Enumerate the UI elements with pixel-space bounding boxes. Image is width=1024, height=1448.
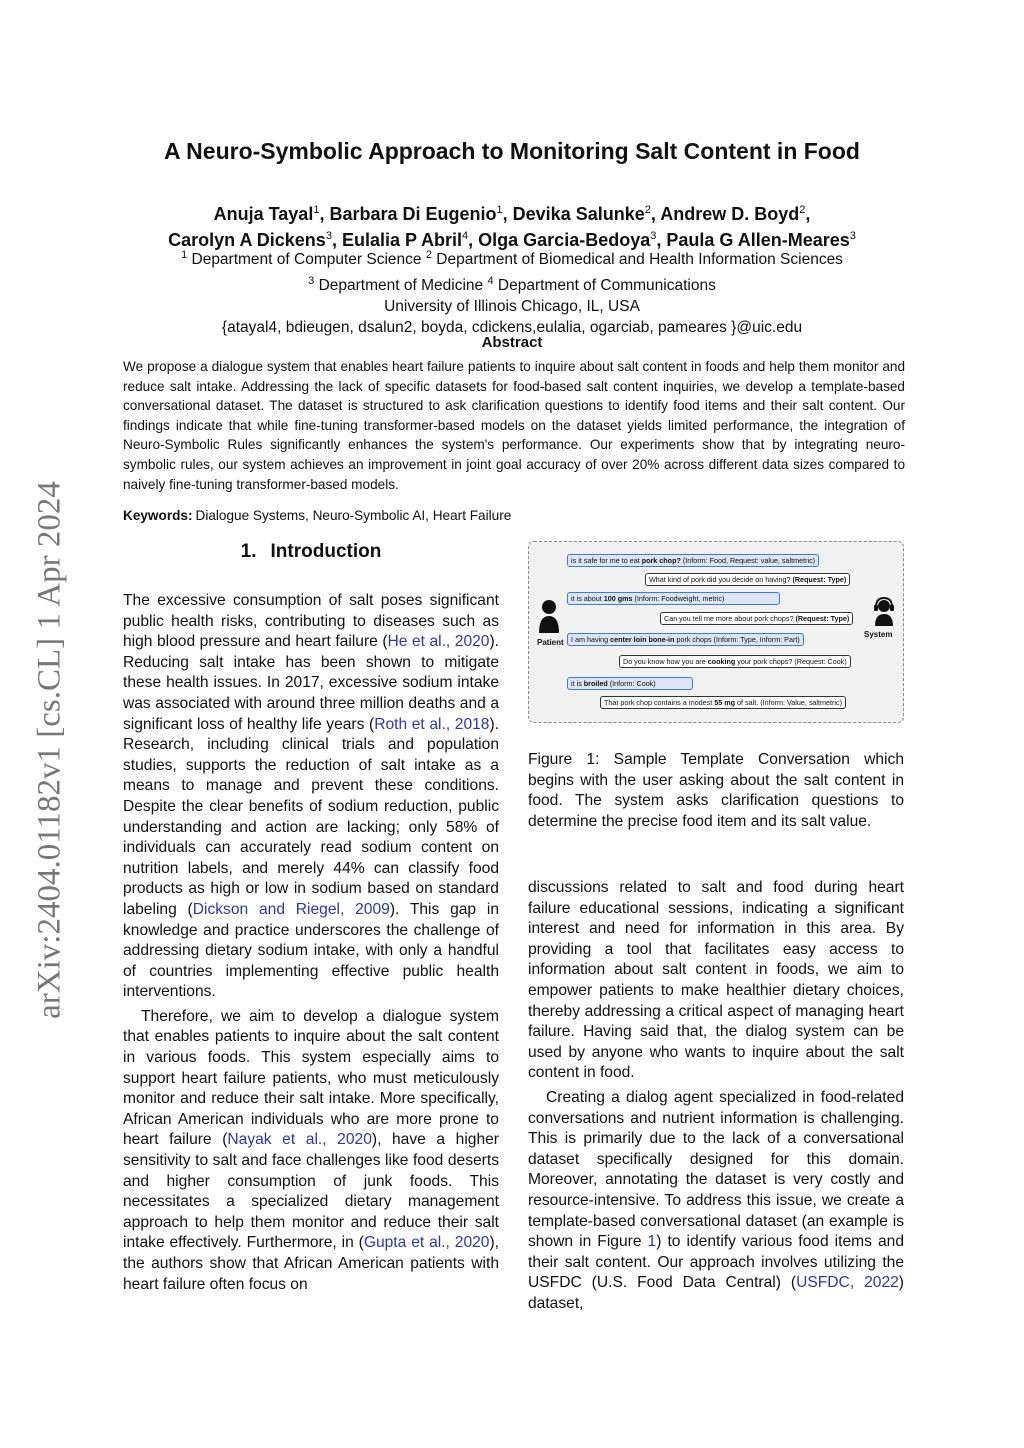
author-name: Carolyn A Dickens bbox=[168, 230, 326, 250]
author-name: Olga Garcia-Bedoya bbox=[478, 230, 651, 250]
system-turn: That pork chop contains a modest 55 mg of salt. (Inform: Value, saltmetric) bbox=[600, 696, 846, 709]
patient-turn: is it safe for me to eat pork chop? (Inform: Food, Request: value, saltmetric) bbox=[567, 554, 819, 567]
abstract-heading: Abstract bbox=[481, 334, 543, 351]
paragraph: discussions related to salt and food during heart failure educational sessions, indicating a significant interest and need for information in this area. By providing a tool that facilitates easy access to information about salt content in foods, we aim to empower patients to make healthier dietary choices, thereby addressing a critical aspect of managing heart failure. Having said that, the dialog system can be used by anyone who wants to inquire about the salt content in food. bbox=[528, 879, 904, 1082]
keywords-text: Dialogue Systems, Neuro-Symbolic AI, Heart Failure bbox=[195, 508, 512, 523]
author-name: Devika Salunke bbox=[512, 204, 645, 224]
keywords bbox=[123, 508, 511, 523]
author-name: Paula G Allen-Meares bbox=[666, 230, 850, 250]
patient-icon bbox=[538, 599, 560, 639]
paper-title: A Neuro-Symbolic Approach to Monitoring Salt Content in Food bbox=[164, 138, 860, 164]
section-title: Introduction bbox=[270, 541, 382, 562]
section-heading bbox=[123, 541, 499, 563]
citation-link[interactable]: He et al., 2020 bbox=[387, 633, 490, 651]
citation-link[interactable]: Dickson and Riegel, 2009 bbox=[192, 900, 390, 918]
citation-link[interactable]: USFDC, 2022 bbox=[796, 1274, 899, 1292]
system-turn: What kind of pork did you decide on having? (Request: Type) bbox=[645, 573, 850, 586]
system-headset-icon bbox=[872, 596, 896, 630]
university: University of Illinois Chicago, IL, USA bbox=[384, 297, 640, 315]
arxiv-identifier bbox=[30, 460, 70, 1040]
paragraph: Creating a dialog agent specialized in food-related conversations and nutrient information is challenging. This is primarily due to the lack of a conversational dataset specifically designed for this domain. Moreover, annotating the dataset is very costly and resource-intensive. To address this issue, we create a template-based conversational dataset (an example is shown in Figure 1) to identify various food items and their salt content. Our approach involves utilizing the USFDC (U.S. Food Data Central) (USFDC, 2022) dataset, bbox=[528, 1088, 904, 1312]
citation-link[interactable]: Gupta et al., 2020 bbox=[363, 1234, 490, 1252]
paragraph: Therefore, we aim to develop a dialogue system that enables patients to inquire about the salt content in various foods. This system especially aims to support heart failure patients, who must meticulously monitor and reduce their salt intake. More specifically, African American individuals who are more prone to heart failure (Nayak et al., 2020), have a higher sensitivity to salt and face challenges like food deserts and higher consumption of junk foods. This necessitates a specialized dietary management approach to help them monitor and reduce their salt intake effectively. Furthermore, in (Gupta et al., 2020), the authors show that African American patients with heart failure often focus on bbox=[123, 1007, 499, 1293]
affiliation: Department of Communications bbox=[497, 277, 716, 295]
author-name: Barbara Di Eugenio bbox=[329, 204, 497, 224]
author-name: Eulalia P Abril bbox=[341, 230, 463, 250]
paragraph: The excessive consumption of salt poses significant public health risks, contributing to diseases such as high blood pressure and heart failure (He et al., 2020). Reducing salt intake has been shown to mitigate these health issues. In 2017, excessive sodium intake was associated with around three million deaths and a significant loss of healthy life years (Roth et al., 2018). Research, including clinical trials and population studies, supports the reduction of salt intake as a means to manage and prevent these conditions. Despite the clear benefits of sodium reduction, public understanding and action are lacking; only 58% of individuals can accurately read sodium content on nutrition labels, and merely 44% can classify food products as high or low in sodium based on standard labeling (Dickson and Riegel, 2009). This gap in knowledge and practice underscores the challenge of addressing dietary sodium intake, with only a handful of countries implementing effective public health interventions. bbox=[123, 592, 500, 1001]
author-name: Anuja Tayal bbox=[213, 204, 314, 224]
abstract-text: We propose a dialogue system that enables heart failure patients to inquire about salt content in foods and help them monitor and reduce salt intake. Addressing the lack of specific datasets for food-based salt content inquiries, we develop a template-based conversational dataset. The dataset is structured to ask clarification questions to identify food items and their salt content. Our findings indicate that while fine-tuning transformer-based models on the dataset yields limited performance, the integration of Neuro-Symbolic Rules significantly enhances the system's performance. Our experiments show that by integrating neuro-symbolic rules, our system achieves an improvement in joint goal accuracy of over 20% across different data sizes compared to naively fine-tuning transformer-based models. bbox=[123, 359, 905, 492]
patient-label: Patient bbox=[537, 638, 564, 647]
affiliation: Department of Computer Science bbox=[191, 251, 422, 269]
affiliation: Department of Medicine bbox=[318, 277, 484, 295]
right-column bbox=[528, 878, 904, 1314]
citation-link[interactable]: Roth et al., 2018 bbox=[374, 715, 490, 733]
citation-link[interactable]: Nayak et al., 2020 bbox=[227, 1131, 372, 1149]
figure-reference-link[interactable]: 1 bbox=[647, 1233, 657, 1251]
system-turn: Do you know how you are cooking your pork chops? (Request: Cook) bbox=[619, 655, 851, 668]
patient-turn: it is about 100 gms (Inform: Foodweight, metric) bbox=[567, 592, 780, 605]
left-column bbox=[123, 591, 499, 1295]
figure-1 bbox=[528, 541, 904, 723]
patient-turn: I am having center loin bone-in pork chops (Inform: Type, Inform: Part) bbox=[567, 633, 804, 646]
arxiv-id-text: arXiv:2404.01182v1 [cs.CL] 1 Apr 2024 bbox=[31, 481, 68, 1019]
section-number: 1. bbox=[240, 541, 257, 562]
system-turn: Can you tell me more about pork chops? (Request: Type) bbox=[660, 612, 853, 625]
system-label: System bbox=[864, 630, 893, 639]
author-list: Anuja Tayal$^1$, Barbara Di Eugenio$^1$, Devika Salunke$^2$, Andrew D. Boyd$^2$, Carolyn A Dickens$^3$, Eulalia P Abril$^4$, Olga Garcia-Bedoya$^3$, Paula G Allen-Meares$^3$ bbox=[168, 204, 856, 250]
figure-caption: Figure 1: Sample Template Conversation which begins with the user asking about the salt content in food. The system asks clarification questions to determine the precise food item and its salt value. bbox=[528, 751, 904, 830]
patient-turn: it is broiled (Inform: Cook) bbox=[567, 677, 693, 690]
affiliation: Department of Biomedical and Health Information Sciences bbox=[436, 251, 843, 269]
keywords-label: Keywords: bbox=[123, 508, 193, 523]
affiliations: $^1$ Department of Computer Science $^2$ Department of Biomedical and Health Information Sciences $^3$ Department of Medicine $^4$ Department of Communications University of Illinois Chicago, IL, USA {atayal4, bdieugen, dsalun2, boyda, cdickens,eulalia, ogarciab, pameares }@uic.edu bbox=[0, 245, 1024, 339]
author-name: Andrew D. Boyd bbox=[660, 204, 800, 224]
author-emails: {atayal4, bdieugen, dsalun2, boyda, cdickens,eulalia, ogarciab, pameares }@uic.edu bbox=[221, 318, 803, 336]
